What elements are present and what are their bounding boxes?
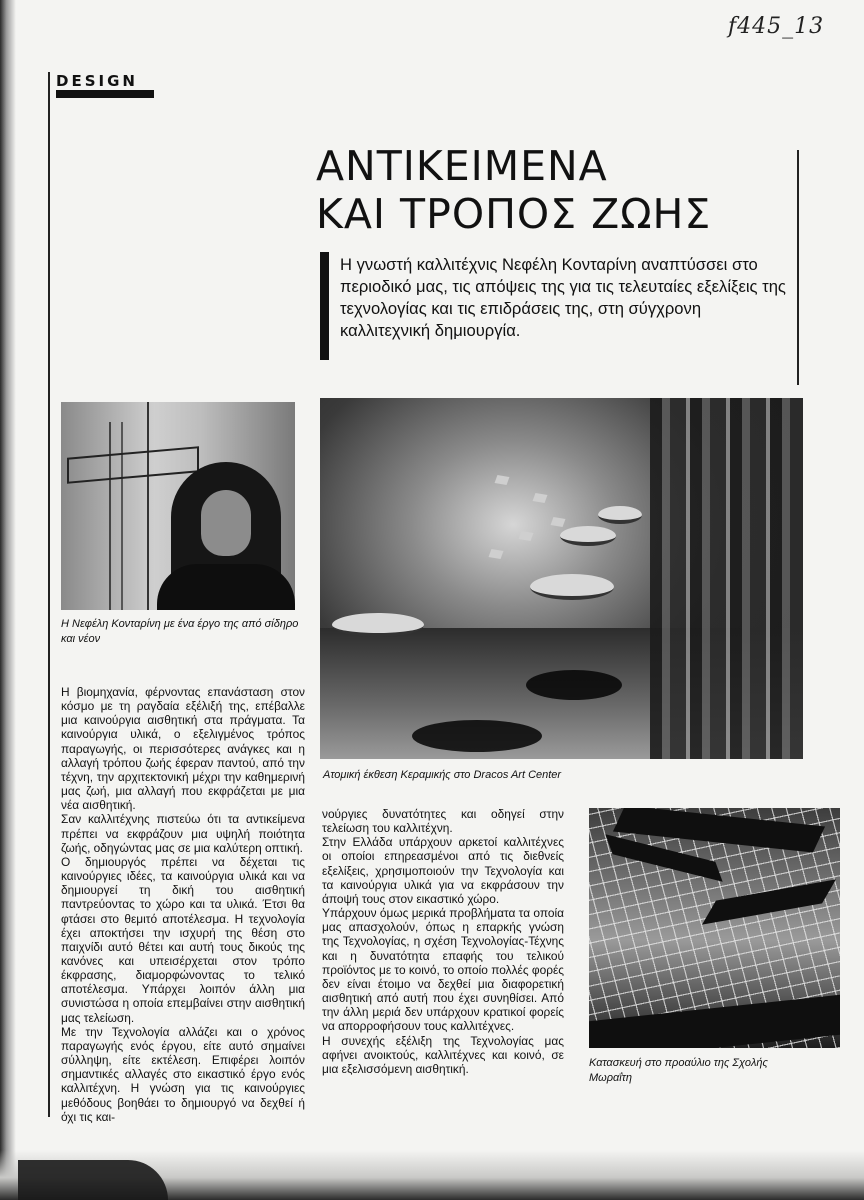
paragraph: Στην Ελλάδα υπάρχουν αρκετοί καλλιτέχνες οι οποίοι επηρεασμένοι από τις διεθνείς εξελίξεις, χρησιμοποιούν την Τεχνολογία και τα καινούργια υλικά για να εκφράσουν την άποψή τους στον εικαστικό χώρο. (322, 835, 564, 906)
paragraph: Υπάρχουν όμως μερικά προβλήματα τα οποία μας απασχολούν, όπως η επαρκής γνώση της Τεχνολογίας, η σχέση Τεχνολογίας-Τέχνης και η δυνατότητα επαφής του τελικού προϊόντος με το κοινό, το οποίο πολλές φορές δεν είναι έτοιμο να δεχθεί μια διαφορετική αισθητική από αυτή που έχει συνηθίσει. Από την άλλη μεριά δεν υπάρχουν κρατικοί φορείς να απορροφήσουν τους καλλιτέχνες. (322, 906, 564, 1034)
lede: Η γνωστή καλλιτέχνις Νεφέλη Κονταρίνη αναπτύσσει στο περιοδικό μας, τις απόψεις της για τις τελευταίες εξελίξεις της τεχνολογίας και τις επιδράσεις της, στη σύγχρονη καλλιτεχνική δημιουργία. (340, 255, 786, 340)
ceramic-piece (495, 475, 510, 485)
headline-line-2: ΚΑΙ ΤΡΟΠΟΣ ΖΩΗΣ (316, 190, 712, 238)
article-column-1 (61, 685, 305, 1124)
ceramic-dish (530, 574, 614, 600)
exhibition-caption: Ατομική έκθεση Κεραμικής στο Dracos Art Center (323, 769, 562, 781)
paragraph: Η βιομηχανία, φέρνοντας επανάσταση στον κόσμο με τη ραγδαία εξέλιξή της, επέβαλλε μια καινούργια αισθητική στα πράγματα. Τα καινούργια υλικά, ο εξελιγμένος τρόπος παραγωγής, οι περισσότερες ανάγκες και η αλλαγή τρόπου ζωής έφεραν παντού, από την τέχνη, την αρχιτεκτονική μέχρι την καθημερινή μας ζωή, μια αλλαγή που εκφράζεται με μια νέα αισθητική. (61, 685, 305, 813)
scan-artifact (18, 1160, 168, 1200)
paragraph: Η συνεχής εξέλιξη της Τεχνολογίας μας αφήνει ανοικτούς, καλλιτέχνες και κοινό, σε μια εξελισσόμενη αισθητική. (322, 1033, 564, 1076)
iron-frame (109, 422, 123, 610)
article-column-2 (322, 807, 564, 1076)
ceramic-piece (533, 493, 548, 503)
lede-bar (320, 252, 329, 360)
portrait-body (157, 564, 295, 610)
ceramic-piece (489, 549, 504, 559)
neon-sculpture (67, 446, 199, 484)
left-column-rule (48, 72, 50, 1117)
section-underline (56, 90, 154, 98)
paragraph: Ο δημιουργός πρέπει να δέχεται τις καινούργιες ιδέες, τα καινούργια υλικά και να δημιουργεί τη δική του αισθητική παντρεύοντας το χώρο και τα υλικά. Έτσι θα φτάσει στο θεμιτό αποτέλεσμα. Η τεχνολογία έχει αποκτήσει την ισχυρή της θέση στο παιχνίδι αυτό θέτει και αυτή τους δικούς της κανόνες και υπεισέρχεται στον τρόπο έκφρασης, διαμορφώνοντας το τελικό αποτέλεσμα. Υπάρχει λοιπόν άλλη μια συνιστώσα η οποία επεμβαίνει στην αισθητική μας τελείωση. (61, 854, 305, 1025)
headline-line-1: ΑΝΤΙΚΕΙΜΕΝΑ (316, 142, 608, 190)
exhibition-photo (320, 398, 803, 759)
portrait-caption: Η Νεφέλη Κονταρίνη με ένα έργο της από σίδηρο και νέον (61, 618, 299, 645)
scan-shadow-left (0, 0, 16, 1200)
gallery-wall (650, 398, 803, 759)
canopy-photo (589, 808, 840, 1048)
dish-shadow (526, 670, 622, 700)
ceramic-dish (560, 526, 616, 546)
paragraph: Σαν καλλιτέχνης πιστεύω ότι τα αντικείμενα πρέπει να εκφράζουν μια υψηλή ποιότητα ζωής, οδηγώντας μας σε μια καλύτερη οπτική. (61, 812, 305, 855)
ceramic-dish (598, 506, 642, 524)
ceramic-piece (519, 531, 534, 541)
ceramic-piece (551, 517, 566, 527)
neon-rod (147, 402, 157, 610)
dish-shadow (412, 720, 542, 752)
archive-code: f445_13 (728, 14, 825, 39)
portrait-face (201, 490, 251, 556)
section-label: DESIGN (56, 72, 138, 90)
headline (316, 142, 711, 238)
canopy-caption: Κατασκευή στο προαύλιο της Σχολής Μωραΐτη (589, 1057, 768, 1084)
paragraph: Με την Τεχνολογία αλλάζει και ο χρόνος παραγωγής ενός έργου, είτε αυτό σημαίνει σύλληψη, είτε εκτέλεση. Επιφέρει λοιπόν σημαντικές αλλαγές στο εικαστικό έργο ενός καλλιτέχνη. Η γνώση για τις καινούργιες μεθόδους βοηθάει το δημιουργό να δεχθεί ή όχι τις και- (61, 1024, 305, 1124)
right-rule (797, 150, 799, 385)
paragraph: νούργιες δυνατότητες και οδηγεί στην τελείωση του καλλιτέχνη. (322, 807, 564, 836)
ceramic-dish (332, 613, 424, 637)
portrait-photo (61, 402, 295, 610)
